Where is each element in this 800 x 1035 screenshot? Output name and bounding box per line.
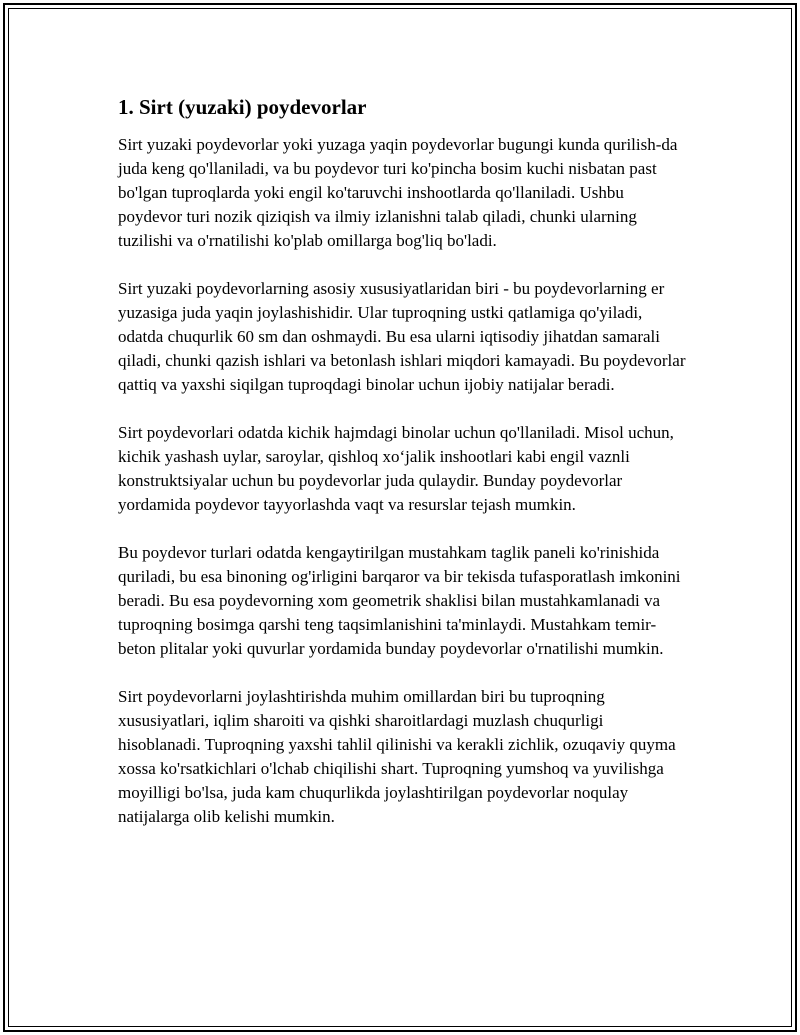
paragraph-1: Sirt yuzaki poydevorlar yoki yuzaga yaqin poydevorlar bugungi kunda qurilish-da juda keng qo'llaniladi, va bu poydevor turi ko'pincha bosim kuchi nisbatan past bo'lgan tuproqlarda yoki engil ko'taruvchi inshootlarda qo'llaniladi. Ushbu poydevor turi nozik qiziqish va ilmiy izlanishni talab qiladi, chunki ularning tuzilishi va o'rnatilishi ko'plab omillarga bog'liq bo'ladi.	[118, 135, 678, 250]
paragraph-4: Bu poydevor turlari odatda kengaytirilgan mustahkam taglik paneli ko'rinishida quriladi, bu esa binoning og'irligini barqaror va bir tekisda tufasporatlash imkonini beradi. Bu esa poydevorning xom geometrik shaklisi bilan mustahkamlanadi va tuproqning bosimga qarshi teng taqsimlanishini ta'minlaydi. Mustahkam temir-beton plitalar yoki quvurlar yordamida bunday poydevorlar o'rnatilishi mumkin.	[118, 543, 681, 658]
paragraph-3: Sirt poydevorlari odatda kichik hajmdagi binolar uchun qo'llaniladi. Misol uchun, kichik yashash uylar, saroylar, qishloq xo‘jalik inshootlari kabi engil vaznli konstruktsiyalar uchun bu poydevorlar juda qulaydir. Bunday poydevorlar yordamida poydevor tayyorlashda vaqt va resurslar tejash mumkin.	[118, 423, 674, 514]
paragraph-2: Sirt yuzaki poydevorlarning asosiy xususiyatlaridan biri - bu poydevorlarning er yuzasiga juda yaqin joylashishidir. Ular tuproqning ustki qatlamiga qo'yiladi, odatda chuqurlik 60 sm dan oshmaydi. Bu esa ularni iqtisodiy jihatdan samarali qiladi, chunki qazish ishlari va betonlash ishlari miqdori kamayadi. Bu poydevorlar qattiq va yaxshi siqilgan tuproqdagi binolar uchun ijobiy natijalar beradi.	[118, 279, 686, 394]
section-heading: 1. Sirt (yuzaki) poydevorlar	[118, 95, 367, 119]
paragraph-5: Sirt poydevorlarni joylashtirishda muhim omillardan biri bu tuproqning xususiyatlari, iqlim sharoiti va qishki sharoitlardagi muzlash chuqurligi hisoblanadi. Tuproqning yaxshi tahlil qilinishi va kerakli zichlik, ozuqaviy quyma xossa ko'rsatkichlari o'lchab chiqilishi shart. Tuproqning yumshoq va yuvilishga moyilligi bo'lsa, juda kam chuqurlikda joylashtirilgan poydevorlar noqulay natijalarga olib kelishi mumkin.	[118, 687, 676, 826]
document-body	[118, 93, 686, 853]
